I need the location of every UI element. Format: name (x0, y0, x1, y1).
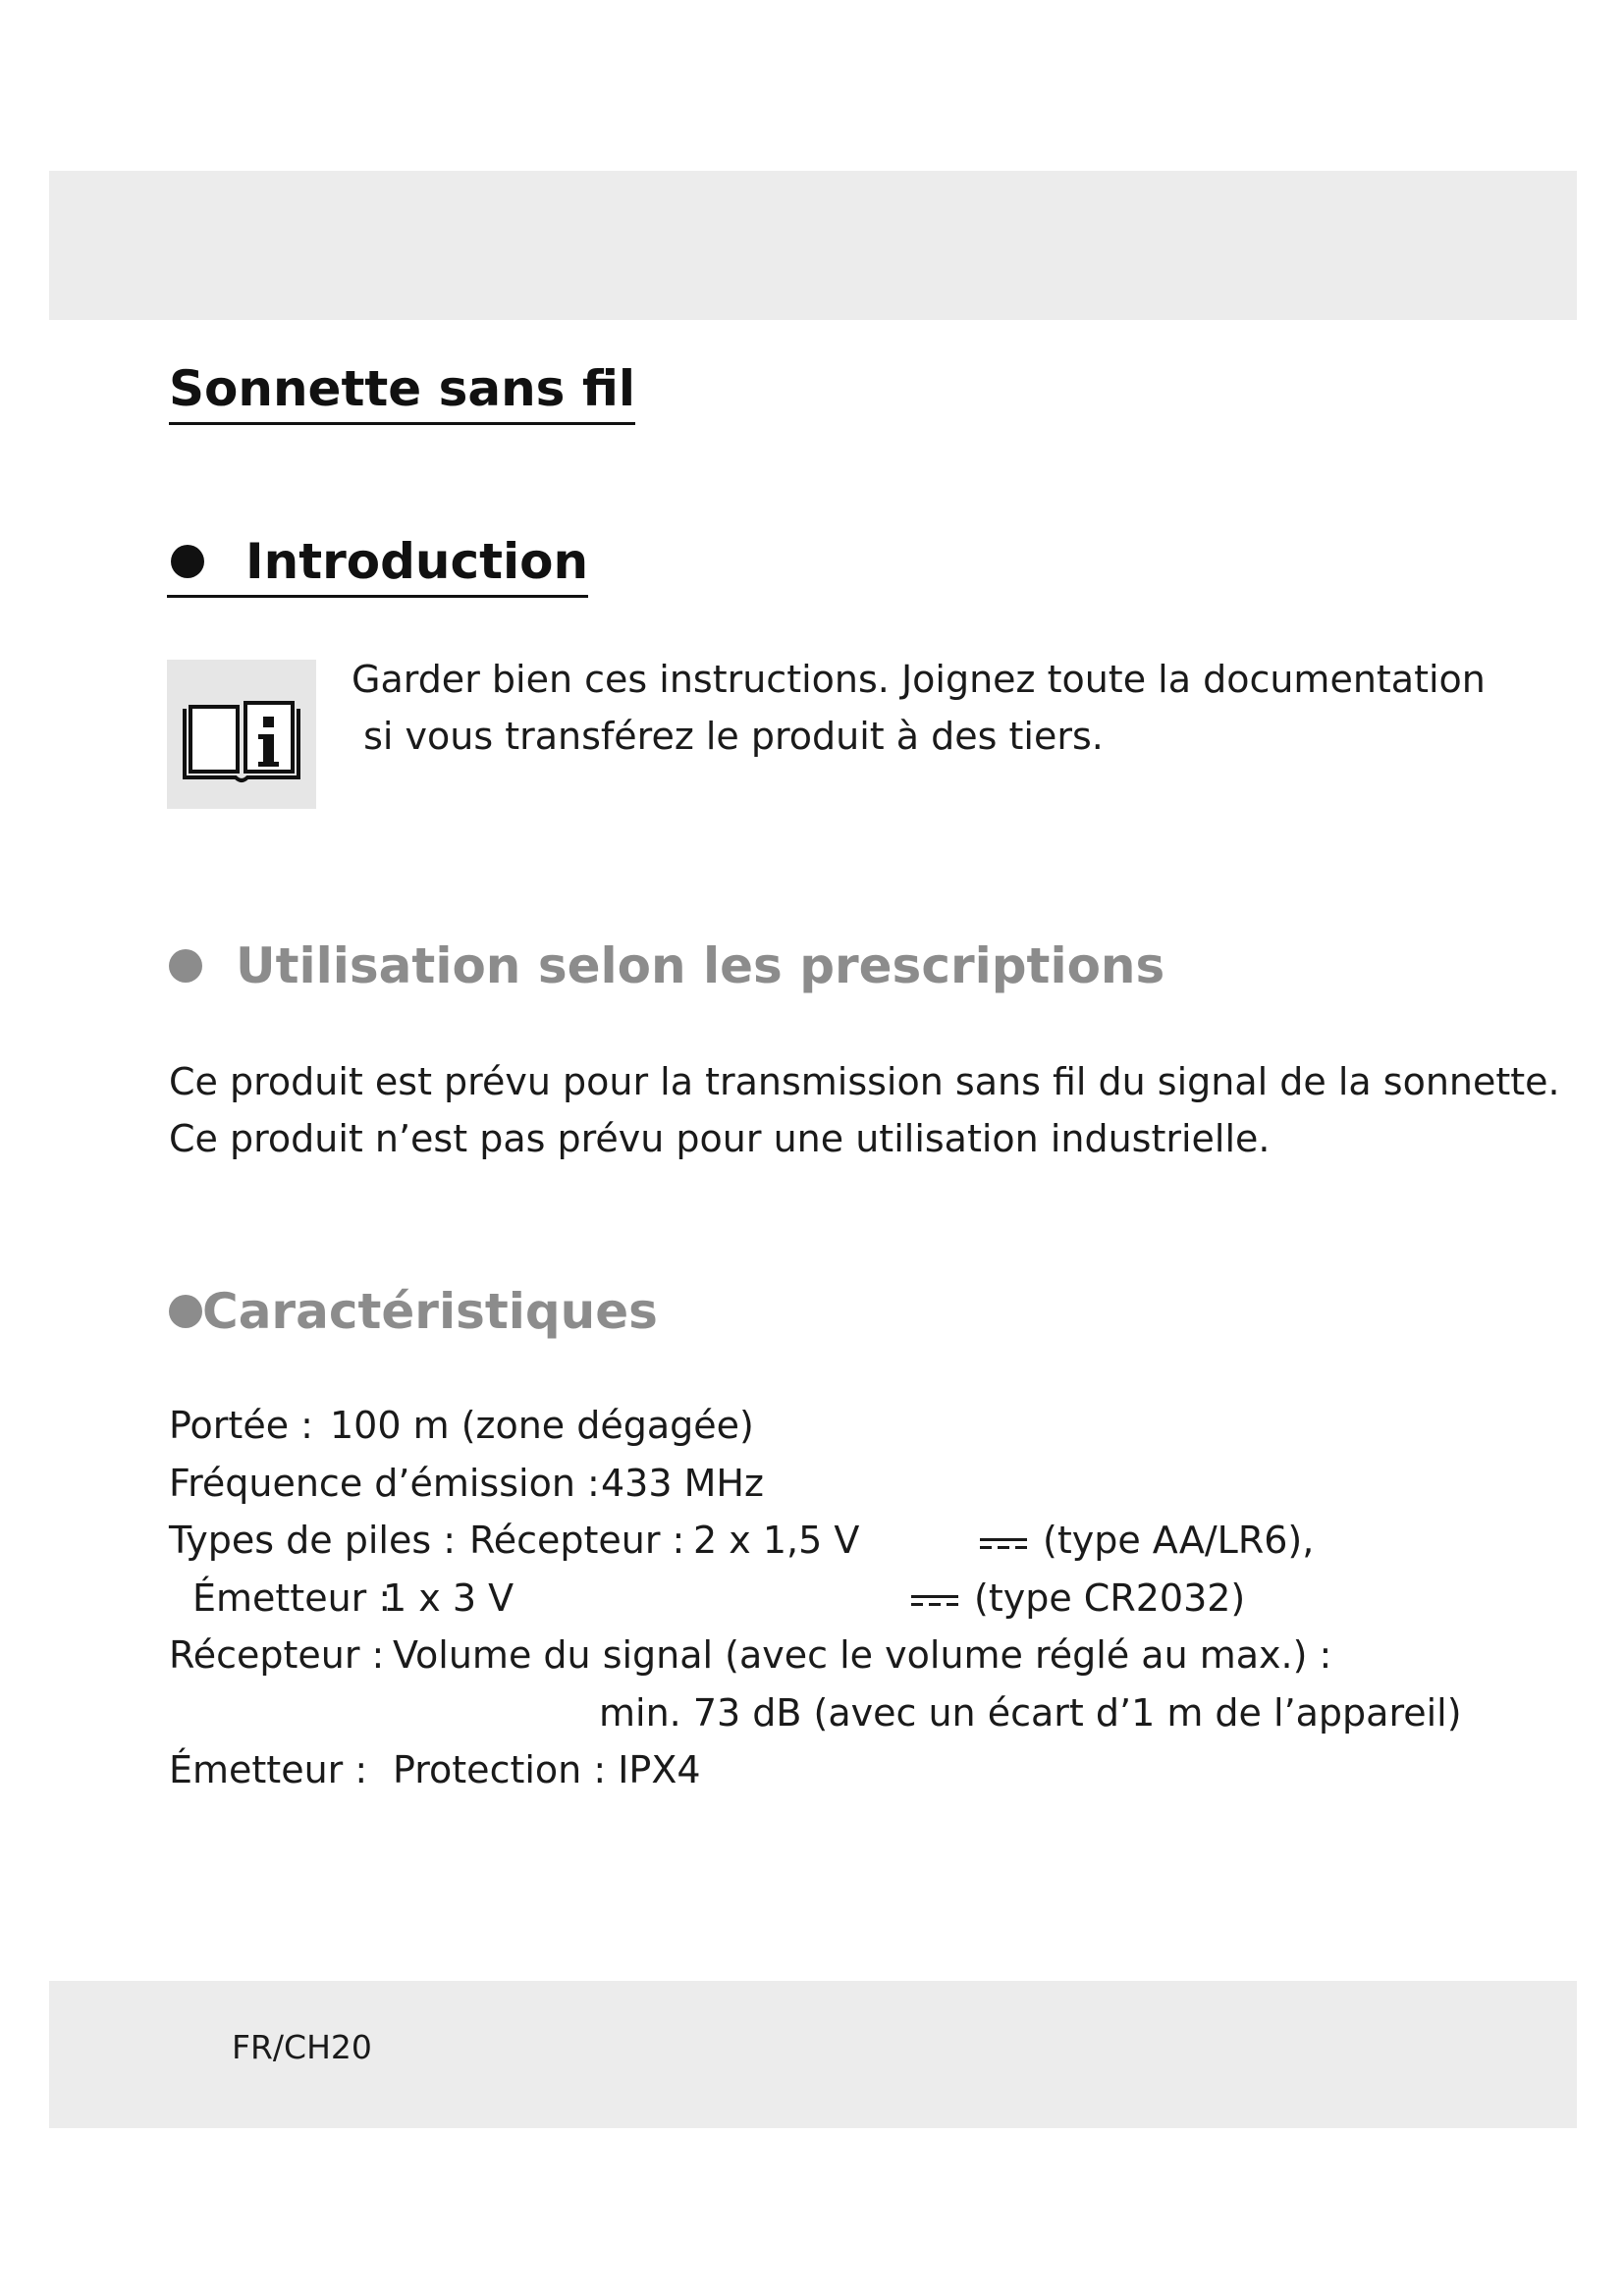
spec-value: 433 MHz (601, 1461, 764, 1505)
spec-sublabel: Récepteur : (469, 1519, 685, 1562)
heading-text: Utilisation selon les prescriptions (236, 937, 1165, 994)
section-heading-introduction (167, 530, 588, 598)
section-heading-usage (169, 934, 1164, 997)
usage-line: Ce produit est prévu pour la transmission sans fil du signal de la sonnette. (169, 1060, 1560, 1103)
spec-value: min. 73 dB (avec un écart d’1 m de l’appareil) (599, 1690, 1462, 1735)
intro-text (352, 651, 1486, 765)
intro-line: si vous transférez le produit à des tiers. (352, 715, 1104, 758)
document-title: Sonnette sans fil (169, 357, 635, 425)
dc-symbol-icon (980, 1512, 1033, 1570)
bullet-icon (169, 1295, 202, 1328)
intro-line: Garder bien ces instructions. Joignez toute la documentation (352, 658, 1486, 701)
spec-label: Récepteur : (169, 1633, 385, 1677)
usage-text (169, 1053, 1560, 1167)
spec-value: 2 x 1,5 V (693, 1519, 860, 1562)
spec-type: (type AA/LR6), (1043, 1519, 1315, 1562)
section-heading-features (169, 1280, 658, 1343)
spec-type: (type CR2032) (974, 1575, 1246, 1620)
usage-line: Ce produit n’est pas prévu pour une utilisation industrielle. (169, 1117, 1271, 1160)
heading-text: Caractéristiques (202, 1283, 658, 1340)
bullet-icon (169, 949, 202, 983)
spec-label: Émetteur : (169, 1748, 368, 1791)
bullet-icon (171, 545, 204, 578)
spec-label: Portée : (169, 1404, 313, 1447)
spec-value: Protection : IPX4 (393, 1748, 701, 1791)
header-band (49, 171, 1577, 320)
spec-value: Volume du signal (avec le volume réglé au max.) : (393, 1633, 1332, 1677)
spec-value: 100 m (zone dégagée) (330, 1404, 754, 1447)
spec-label: Types de piles : (169, 1519, 457, 1562)
heading-text: Introduction (245, 533, 589, 590)
spec-label: Fréquence d’émission : (169, 1461, 600, 1505)
footer-page-code: FR/CH20 (232, 2028, 372, 2066)
dc-symbol-icon (911, 1570, 964, 1628)
spec-sublabel: Émetteur : (192, 1575, 392, 1620)
spec-value: 1 x 3 V (383, 1575, 514, 1620)
manual-info-icon (167, 660, 316, 809)
